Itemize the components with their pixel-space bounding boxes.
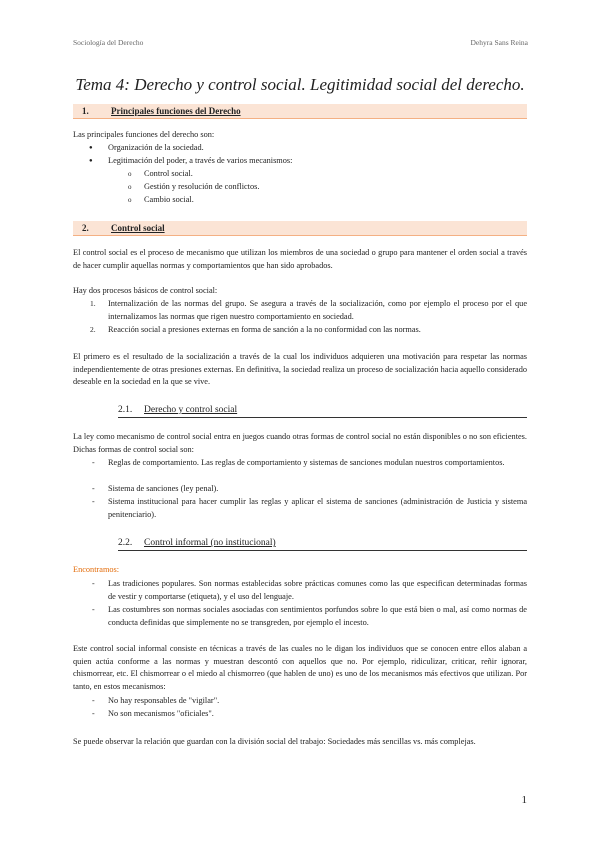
subbullet-marker: o xyxy=(128,183,132,191)
dash-marker: - xyxy=(92,458,95,467)
section-1-number: 1. xyxy=(82,106,89,116)
header-right: Dehyra Sans Reina xyxy=(470,38,528,47)
bullet-marker: ● xyxy=(89,158,93,164)
dash-marker: - xyxy=(92,696,95,705)
bullet-marker: ● xyxy=(89,145,93,151)
s22-item-2: Las costumbres son normas sociales asociadas con sentimientos porfundos sobre lo que está bien o mal, así como normas de conducta definidas que simplemente no se transgreden, por ejemplo el incesto. xyxy=(108,605,527,627)
subsection-2-2-title: Control informal (no institucional) xyxy=(144,538,276,548)
s22-item-1: Las tradiciones populares. Son normas establecidas sobre prácticas comunes como las que especifican determinadas formas de vestir y comportarse (etiqueta), y el uso del lenguaje. xyxy=(108,579,527,601)
s22-item2-1: No hay responsables de "vigilar". xyxy=(108,696,220,705)
s21-item-1: Reglas de comportamiento. Las reglas de comportamiento y sistemas de sanciones modulan nuestros comportamientos. xyxy=(108,458,505,467)
header-left: Sociología del Derecho xyxy=(73,38,144,47)
section-2-heading xyxy=(73,221,527,236)
dash-marker: - xyxy=(92,605,95,614)
s21-item-3: Sistema institucional para hacer cumplir las reglas y aplicar el sistema de sanciones (administración de Justicia y sistema penitenciario). xyxy=(108,497,527,519)
subsection-2-1-heading xyxy=(118,404,527,418)
s1-item-1: Organización de la sociedad. xyxy=(108,143,204,152)
s1-subitem-3: Cambio social. xyxy=(144,195,194,204)
section-2-number: 2. xyxy=(82,223,89,233)
s21-item-2: Sistema de sanciones (ley penal). xyxy=(108,484,219,493)
s2-paragraph-1: El control social es el proceso de mecanismo que utilizan los miembros de una sociedad o grupo para mantener el orden social a través de hacer cumplir aquellas normas y comportamientos que han sido aprobados. xyxy=(73,248,527,270)
dash-marker: - xyxy=(92,497,95,506)
s22-paragraph-2: Se puede observar la relación que guardan con la división social del trabajo: Sociedades más sencillas vs. más complejas. xyxy=(73,737,476,746)
dash-marker: - xyxy=(92,484,95,493)
s22-found-label: Encontramos: xyxy=(73,565,120,574)
s2-paragraph-2: Hay dos procesos básicos de control social: xyxy=(73,286,218,295)
s1-item-2: Legitimación del poder, a través de varios mecanismos: xyxy=(108,156,293,165)
s2-paragraph-3: El primero es el resultado de la socialización a través de la cual los individuos adquieren una motivación para respetar las normas independientemente de otras presiones externas. En definitiva, la sociedad realiza un proceso de socialización hacia aquello considerado deseable en la sociedad en la que se vive. xyxy=(73,352,527,387)
section-1-title: Principales funciones del Derecho xyxy=(111,106,241,116)
section-2-title: Control social xyxy=(111,223,165,233)
subbullet-marker: o xyxy=(128,196,132,204)
s2-list-item-2: Reacción social a presiones externas en forma de sanción a la no conformidad con las normas. xyxy=(108,325,421,334)
s22-paragraph-1: Este control social informal consiste en técnicas a través de las cuales no le digan los individuos que se conocen entre ellos alaban a quien actúa conforme a las normas y muestran descontó con aquellos que no. Por ejemplo, ridiculizar, criticar, reñir ignorar, chismorrear, etc. El chismorrear o el miedo al chismorreo (que hablen de uno) es uno de los mecanismos más efectivos que utilizan. Por tanto, en estos mecanismos: xyxy=(73,644,527,691)
list-number: 1. xyxy=(90,299,96,308)
dash-marker: - xyxy=(92,709,95,718)
subsection-2-1-number: 2.1. xyxy=(118,405,133,415)
s22-item2-2: No son mecanismos "oficiales". xyxy=(108,709,214,718)
section-1-heading xyxy=(73,104,527,119)
subsection-2-2-heading xyxy=(118,537,527,551)
dash-marker: - xyxy=(92,579,95,588)
s2-list-item-1: Internalización de las normas del grupo. Se asegura a través de la socialización, como por ejemplo el proceso por el que internalizamos las normas que rigen nuestro comportamiento en sociedad. xyxy=(108,299,527,321)
s1-intro: Las principales funciones del derecho son: xyxy=(73,130,215,139)
s1-subitem-1: Control social. xyxy=(144,169,193,178)
subsection-2-2-number: 2.2. xyxy=(118,538,133,548)
s1-subitem-2: Gestión y resolución de conflictos. xyxy=(144,182,260,191)
subbullet-marker: o xyxy=(128,170,132,178)
page-title: Tema 4: Derecho y control social. Legitimidad social del derecho. xyxy=(75,75,525,94)
subsection-2-1-title: Derecho y control social xyxy=(144,405,238,415)
page-number: 1 xyxy=(521,794,527,806)
s21-paragraph-1: La ley como mecanismo de control social entra en juegos cuando otras formas de control social no están disponibles o no son eficientes. Dichas formas de control social son: xyxy=(73,432,527,454)
list-number: 2. xyxy=(90,325,96,334)
